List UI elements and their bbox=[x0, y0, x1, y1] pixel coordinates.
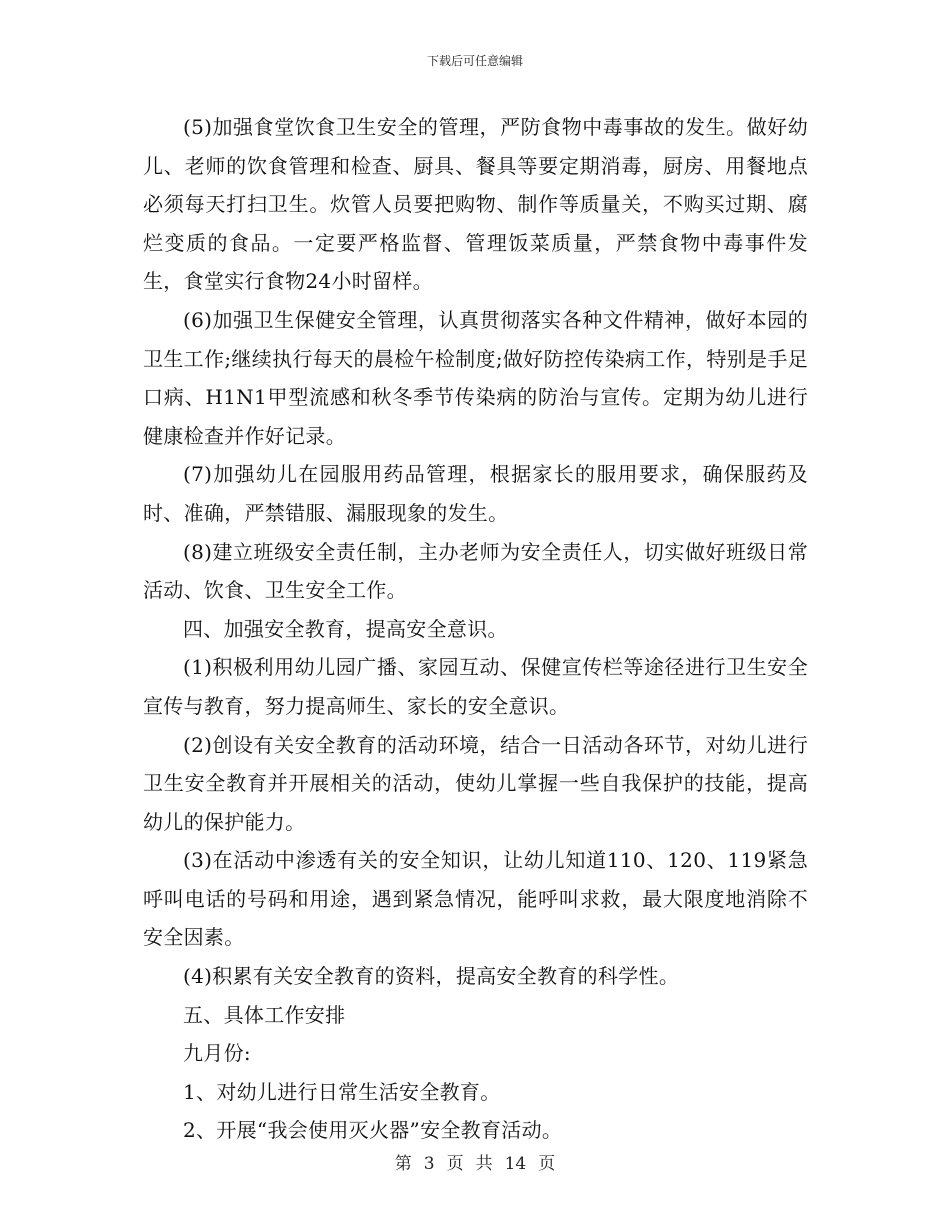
footer-prefix: 第 bbox=[394, 1154, 412, 1174]
paragraph-8-class-duty: (8)建立班级安全责任制，主办老师为安全责任人，切实做好班级日常活动、饮食、卫生安全工作。 bbox=[143, 539, 808, 603]
paragraph-2-environment: (2)创设有关安全教育的活动环境，结合一日活动各环节，对幼儿进行卫生安全教育并开展相关的活动，使幼儿掌握一些自我保护的技能，提高幼儿的保护能力。 bbox=[143, 732, 808, 834]
page-total: 14 bbox=[504, 1154, 527, 1174]
footer-suffix: 页 bbox=[538, 1154, 556, 1174]
month-label-september: 九月份: bbox=[183, 1041, 251, 1066]
footer-total-label: 共 bbox=[475, 1154, 493, 1174]
paragraph-4-materials: (4)积累有关安全教育的资料，提高安全教育的科学性。 bbox=[183, 964, 680, 989]
september-item-1: 1、对幼儿进行日常生活安全教育。 bbox=[183, 1079, 501, 1104]
paragraph-1-publicity: (1)积极利用幼儿园广播、家园互动、保健宣传栏等途径进行卫生安全宣传与教育，努力提高师生、家长的安全意识。 bbox=[143, 655, 808, 718]
page-footer bbox=[0, 1153, 950, 1175]
paragraph-5-canteen: (5)加强食堂饮食卫生安全的管理，严防食物中毒事故的发生。做好幼儿、老师的饮食管理和检查、厨具、餐具等要定期消毒，厨房、用餐地点必须每天打扫卫生。炊管人员要把购物、制作等质量关，不购买过期、腐烂变质的食品。一定要严格监督、管理饭菜质量，严禁食物中毒事件发生，食堂实行食物24小时留样。 bbox=[143, 115, 808, 294]
page-number: 3 bbox=[423, 1154, 435, 1174]
section-heading-5: 五、具体工作安排 bbox=[183, 1002, 346, 1027]
footer-page-word: 页 bbox=[446, 1154, 464, 1174]
paragraph-3-knowledge: (3)在活动中渗透有关的安全知识，让幼儿知道110、120、119紧急呼叫电话的号码和用途，遇到紧急情况，能呼叫求救，最大限度地消除不安全因素。 bbox=[143, 848, 808, 950]
paragraph-6-health: (6)加强卫生保健安全管理，认真贯彻落实各种文件精神，做好本园的卫生工作;继续执行每天的晨检午检制度;做好防控传染病工作，特别是手足口病、H1N1甲型流感和秋冬季节传染病的防治与宣传。定期为幼儿进行健康检查并作好记录。 bbox=[143, 307, 808, 448]
paragraph-7-medicine: (7)加强幼儿在园服用药品管理，根据家长的服用要求，确保服药及时、准确，严禁错服、漏服现象的发生。 bbox=[143, 462, 808, 525]
document-body bbox=[143, 108, 808, 1150]
september-item-2: 2、开展“我会使用灭火器”安全教育活动。 bbox=[183, 1118, 563, 1143]
section-heading-4: 四、加强安全教育，提高安全意识。 bbox=[183, 616, 508, 641]
header-note: 下载后可任意编辑 bbox=[426, 54, 523, 68]
page-header bbox=[0, 53, 950, 69]
